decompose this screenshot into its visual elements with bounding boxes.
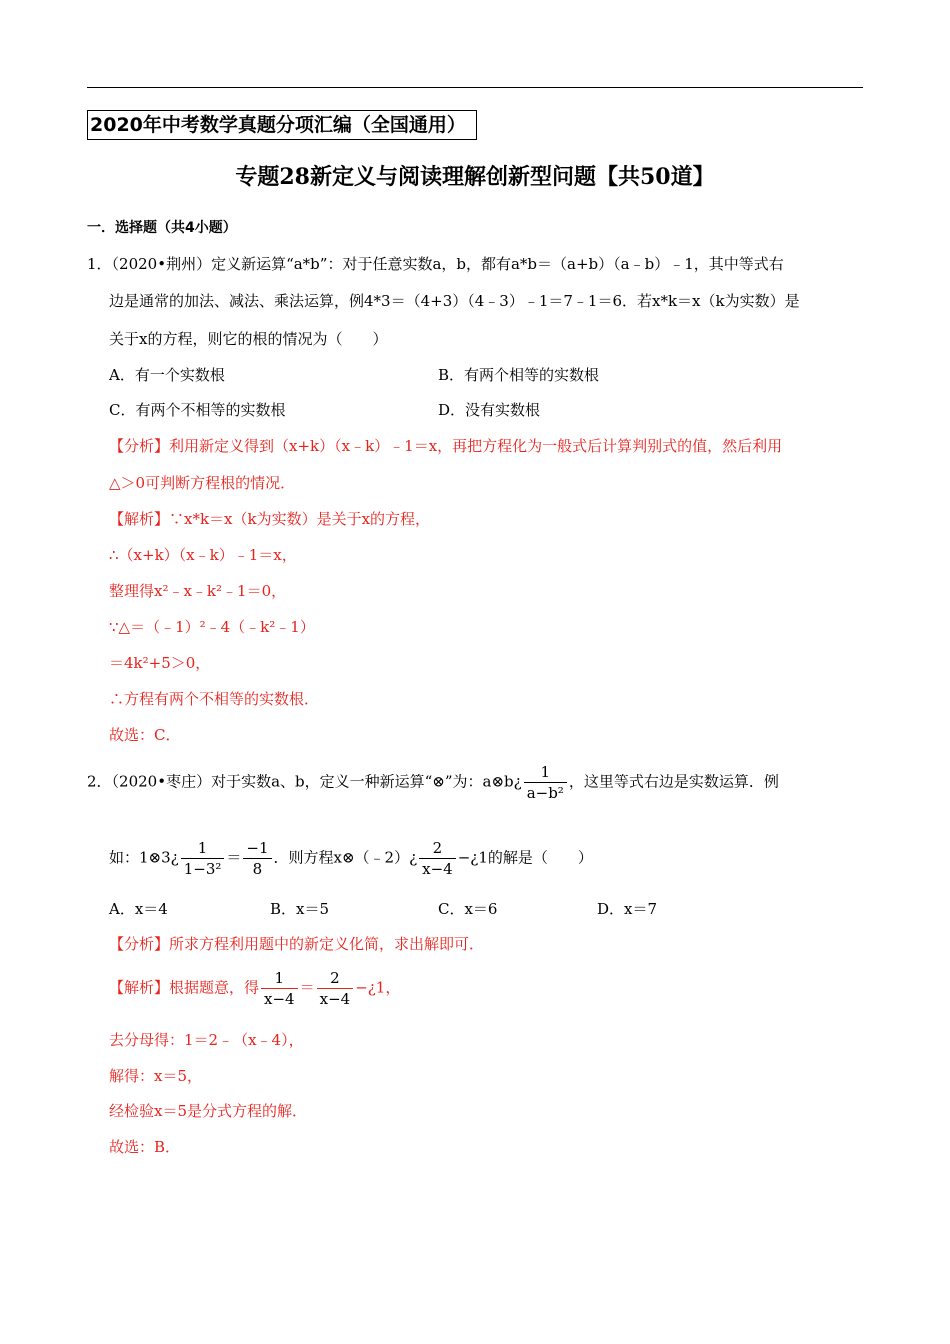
fraction-numerator: 1 <box>261 968 298 989</box>
q2-equation-fraction <box>419 838 456 879</box>
q2-solution-line1 <box>109 968 400 1009</box>
q1-solution-step: ∴（x+k）（x﹣k）﹣1＝x， <box>109 546 297 564</box>
q2-example-prefix: 如：1⊗3¿ <box>109 848 179 867</box>
section-heading: 一．选择题（共4小题） <box>87 220 237 236</box>
equals-sign: ＝ <box>226 848 242 867</box>
q2-example-result-fraction <box>243 838 271 879</box>
top-rule <box>87 87 863 88</box>
q2-option-c: C．x＝6 <box>438 900 498 918</box>
q2-example-fraction <box>181 838 225 879</box>
q2-intro: 2．（2020•枣庄）对于实数a、b，定义一种新运算“⊗”为：a⊗b¿ <box>87 772 522 791</box>
fraction-denominator: a−b² <box>526 784 564 802</box>
q2-solution-fraction-right <box>317 968 354 1009</box>
fraction-numerator: 2 <box>419 838 456 859</box>
q2-stem-line1 <box>87 762 779 803</box>
q1-stem-line2: 边是通常的加法、减法、乘法运算，例4*3＝（4+3）（4﹣3）﹣1＝7﹣1＝6．若x*k＝x（k为实数）是 <box>109 292 800 310</box>
q1-stem-line1: 1．（2020•荆州）定义新运算“a*b”：对于任意实数a，b，都有a*b＝（a+b）（a﹣b）﹣1，其中等式右 <box>87 255 784 273</box>
q1-solution-step: ∴方程有两个不相等的实数根． <box>109 690 320 708</box>
collection-title-box: 2020年中考数学真题分项汇编（全国通用） <box>87 110 477 140</box>
q1-analysis-line1: 【分析】利用新定义得到（x+k）（x﹣k）﹣1＝x，再把方程化为一般式后计算判别式的值，然后利用 <box>109 437 783 455</box>
q2-solution-fraction-left <box>261 968 298 1009</box>
q2-example-mid: ．则方程x⊗（﹣2）¿ <box>273 848 418 867</box>
fraction-numerator: 1 <box>524 762 567 783</box>
q1-stem-line3: 关于x的方程，则它的根的情况为（ ） <box>109 330 388 348</box>
q2-solution-step: 去分母得：1＝2﹣（x﹣4）， <box>109 1031 304 1049</box>
q2-example-tail: −¿1的解是（ ） <box>457 848 593 867</box>
q2-stem-line2 <box>109 838 593 879</box>
q2-option-b: B．x＝5 <box>270 900 330 918</box>
fraction-denominator: x−4 <box>319 990 351 1008</box>
q2-intro-tail: ，这里等式右边是实数运算．例 <box>568 772 779 791</box>
q1-option-c: C．有两个不相等的实数根 <box>109 401 286 419</box>
q2-solution-tail: −¿1， <box>355 978 401 997</box>
equals-sign: ＝ <box>299 978 315 997</box>
q1-answer: 故选：C． <box>109 726 181 744</box>
q1-option-d: D．没有实数根 <box>438 401 541 419</box>
q1-solution-step: ＝4k²+5＞0， <box>109 654 211 672</box>
q1-option-b: B．有两个相等的实数根 <box>438 366 600 384</box>
q2-analysis: 【分析】所求方程利用题中的新定义化简，求出解即可． <box>109 935 485 953</box>
q2-solution-prefix: 【解析】根据题意，得 <box>109 978 260 997</box>
q2-option-a: A．x＝4 <box>109 900 168 918</box>
q2-option-d: D．x＝7 <box>597 900 658 918</box>
q1-option-a: A．有一个实数根 <box>109 366 225 384</box>
fraction-denominator: 8 <box>252 860 263 878</box>
fraction-denominator: x−4 <box>422 860 453 878</box>
q1-analysis-line2: △＞0可判断方程根的情况． <box>109 474 296 492</box>
topic-title: 专题28新定义与阅读理解创新型问题【共50道】 <box>235 164 715 190</box>
fraction-denominator: 1−3² <box>183 860 222 878</box>
q1-solution-step: ∵△＝（﹣1）²﹣4（﹣k²﹣1） <box>109 618 315 636</box>
q2-answer: 故选：B． <box>109 1138 181 1156</box>
fraction-numerator: 2 <box>317 968 354 989</box>
q1-solution-step: 【解析】∵x*k＝x（k为实数）是关于x的方程， <box>109 510 431 528</box>
q1-solution-step: 整理得x²﹣x﹣k²﹣1＝0， <box>109 582 287 600</box>
fraction-denominator: x−4 <box>264 990 295 1008</box>
q2-solution-step: 经检验x＝5是分式方程的解． <box>109 1102 308 1120</box>
q2-solution-step: 解得：x＝5， <box>109 1067 203 1085</box>
fraction-numerator: 1 <box>181 838 225 859</box>
fraction-numerator: −1 <box>243 838 271 859</box>
q2-definition-fraction <box>524 762 567 803</box>
